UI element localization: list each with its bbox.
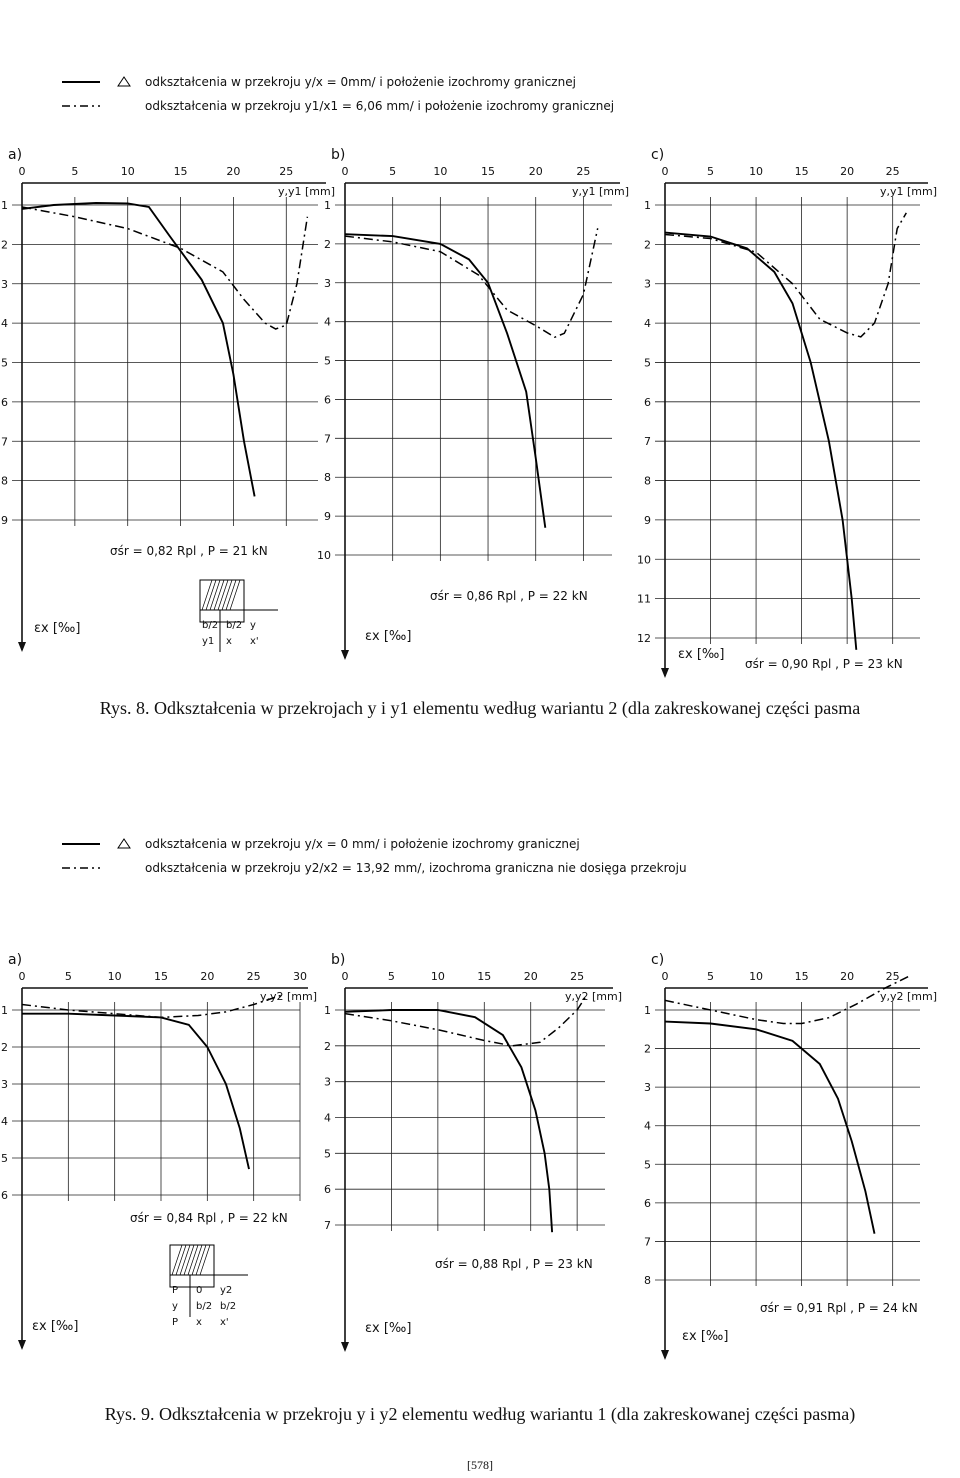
load-annotation: σśr = 0,90 Rpl , P = 23 kN xyxy=(745,657,903,671)
y-tick-label: 6 xyxy=(644,1196,651,1210)
inset-hatch xyxy=(206,580,216,610)
y-tick-label: 7 xyxy=(1,435,8,449)
fig9-caption: Rys. 9. Odkształcenia w przekroju y i y2 elementu według wariantu 1 (dla zakreskowanej części pasma) xyxy=(104,1404,856,1424)
inset-label: x' xyxy=(250,636,259,647)
panel-label: c) xyxy=(651,147,665,163)
inset-label: b/2 xyxy=(220,1301,237,1312)
inset-hatch xyxy=(176,1245,186,1275)
y-tick-label: 5 xyxy=(644,1158,651,1172)
inset-label: b/2 xyxy=(196,1301,213,1312)
y-tick-label: 3 xyxy=(644,1081,651,1095)
inset-label: 0 xyxy=(196,1285,203,1296)
y-tick-label: 6 xyxy=(324,393,331,407)
inset-hatch xyxy=(196,1245,206,1275)
x-axis-title: y,y1 [mm] xyxy=(278,185,336,198)
inset-hatch xyxy=(218,580,228,610)
triangle-icon xyxy=(118,77,130,86)
y-tick-label: 5 xyxy=(324,1147,331,1161)
x-tick-label: 5 xyxy=(707,165,715,178)
x-tick-label: 20 xyxy=(523,970,538,983)
x-tick-label: 10 xyxy=(749,165,764,178)
y-tick-label: 2 xyxy=(644,1042,651,1056)
x-tick-label: 0 xyxy=(18,165,26,178)
inset-hatch xyxy=(172,1245,182,1275)
y-tick-label: 1 xyxy=(324,199,331,212)
x-tick-label: 5 xyxy=(387,970,395,983)
y-axis-title: εx [‰] xyxy=(678,647,725,662)
fig8-legend xyxy=(62,75,614,113)
inset-hatch xyxy=(230,580,240,610)
y-tick-label: 1 xyxy=(644,199,651,212)
x-tick-label: 30 xyxy=(293,970,307,983)
x-tick-label: 20 xyxy=(840,165,855,178)
panel-label: b) xyxy=(331,147,346,163)
series-dashdot xyxy=(665,213,906,337)
x-tick-label: 10 xyxy=(120,165,135,178)
y-axis-arrow xyxy=(18,1340,26,1350)
x-axis-title: y,y1 [mm] xyxy=(880,185,938,198)
load-annotation: σśr = 0,86 Rpl , P = 22 kN xyxy=(430,589,588,603)
inset-hatch xyxy=(214,580,224,610)
x-tick-label: 15 xyxy=(794,970,809,983)
x-tick-label: 10 xyxy=(749,970,764,983)
x-tick-label: 5 xyxy=(71,165,79,178)
panel-fig8-c xyxy=(637,147,937,678)
y-tick-label: 4 xyxy=(1,1115,8,1128)
x-tick-label: 0 xyxy=(661,165,669,178)
y-axis-arrow xyxy=(18,642,26,652)
series-dashdot xyxy=(665,975,911,1023)
x-tick-label: 15 xyxy=(481,165,496,178)
y-tick-label: 2 xyxy=(1,1041,8,1054)
y-tick-label: 8 xyxy=(644,1274,651,1287)
y-axis-arrow xyxy=(341,650,349,660)
inset-label: y xyxy=(172,1301,178,1312)
y-tick-label: 4 xyxy=(1,317,8,331)
x-axis-title: y,y2 [mm] xyxy=(565,990,623,1003)
y-tick-label: 6 xyxy=(324,1183,331,1197)
y-tick-label: 5 xyxy=(644,356,651,370)
y-axis-title: εx [‰] xyxy=(365,1321,412,1336)
inset-hatch xyxy=(202,580,212,610)
inset-hatch xyxy=(210,580,220,610)
x-tick-label: 25 xyxy=(885,970,900,983)
y-tick-label: 9 xyxy=(324,510,331,524)
y-tick-label: 3 xyxy=(324,1075,331,1089)
y-tick-label: 3 xyxy=(324,276,331,290)
y-tick-label: 10 xyxy=(317,549,331,562)
panel-label: a) xyxy=(8,147,23,163)
x-tick-label: 0 xyxy=(341,165,349,178)
x-tick-label: 25 xyxy=(246,970,261,983)
y-axis-title: εx [‰] xyxy=(32,1319,79,1334)
y-tick-label: 10 xyxy=(637,553,651,567)
y-tick-label: 3 xyxy=(1,277,8,291)
load-annotation: σśr = 0,91 Rpl , P = 24 kN xyxy=(760,1301,918,1315)
inset-label: y2 xyxy=(220,1285,233,1296)
x-tick-label: 5 xyxy=(707,970,715,983)
y-tick-label: 8 xyxy=(644,474,651,488)
y-tick-label: 4 xyxy=(644,317,651,331)
y-tick-label: 5 xyxy=(324,354,331,368)
page-number: [578] xyxy=(467,1458,493,1472)
x-tick-label: 15 xyxy=(173,165,188,178)
legend-dashdot-label: odkształcenia w przekroju y2/x2 = 13,92 mm/, izochroma graniczna nie dosięga przekroju xyxy=(145,861,687,875)
panel-label: b) xyxy=(331,952,346,968)
x-axis-title: y,y2 [mm] xyxy=(880,990,938,1003)
inset-hatch xyxy=(188,1245,198,1275)
x-tick-label: 20 xyxy=(840,970,855,983)
load-annotation: σśr = 0,84 Rpl , P = 22 kN xyxy=(130,1211,288,1225)
y-tick-label: 4 xyxy=(324,1111,331,1125)
x-tick-label: 20 xyxy=(226,165,241,178)
y-tick-label: 1 xyxy=(1,1004,8,1017)
x-tick-label: 15 xyxy=(794,165,809,178)
inset-label: y xyxy=(250,620,256,631)
load-annotation: σśr = 0,82 Rpl , P = 21 kN xyxy=(110,544,268,558)
y-tick-label: 6 xyxy=(1,395,8,409)
y-tick-label: 1 xyxy=(644,1004,651,1017)
y-tick-label: 2 xyxy=(324,1039,331,1053)
series-solid xyxy=(345,1010,552,1232)
inset-hatch xyxy=(222,580,232,610)
y-tick-label: 2 xyxy=(1,238,8,252)
y-tick-label: 2 xyxy=(324,237,331,251)
inset-label: b/2 xyxy=(226,620,243,631)
panel-fig9-b xyxy=(324,952,622,1352)
inset-label: x xyxy=(226,636,232,647)
inset-label: P xyxy=(172,1317,179,1328)
fig9-inset xyxy=(170,1245,248,1328)
x-tick-label: 20 xyxy=(528,165,543,178)
inset-hatch xyxy=(184,1245,194,1275)
y-axis-arrow xyxy=(661,668,669,678)
y-tick-label: 1 xyxy=(1,199,8,212)
x-tick-label: 0 xyxy=(18,970,26,983)
panel-fig9-a xyxy=(1,952,317,1350)
panel-label: a) xyxy=(8,952,23,968)
y-tick-label: 7 xyxy=(644,1235,651,1249)
inset-hatch xyxy=(200,1245,210,1275)
panel-label: c) xyxy=(651,952,665,968)
x-tick-label: 0 xyxy=(661,970,669,983)
y-tick-label: 6 xyxy=(1,1189,8,1202)
fig8-inset xyxy=(200,580,278,652)
fig9-legend xyxy=(62,837,687,875)
y-tick-label: 2 xyxy=(644,238,651,252)
y-tick-label: 7 xyxy=(324,1219,331,1232)
series-dashdot xyxy=(22,207,307,329)
x-tick-label: 0 xyxy=(341,970,349,983)
y-tick-label: 4 xyxy=(324,315,331,329)
y-tick-label: 1 xyxy=(324,1004,331,1017)
y-axis-title: εx [‰] xyxy=(682,1329,729,1344)
fig8-caption: Rys. 8. Odkształcenia w przekrojach y i y1 elementu według wariantu 2 (dla zakreskowanej części pasma xyxy=(99,698,861,718)
x-tick-label: 10 xyxy=(433,165,448,178)
y-tick-label: 8 xyxy=(1,474,8,488)
y-tick-label: 9 xyxy=(1,514,8,527)
x-tick-label: 5 xyxy=(389,165,397,178)
y-axis-arrow xyxy=(341,1342,349,1352)
y-tick-label: 11 xyxy=(637,592,651,606)
y-tick-label: 3 xyxy=(644,277,651,291)
x-tick-label: 20 xyxy=(200,970,215,983)
y-tick-label: 7 xyxy=(644,435,651,449)
y-tick-label: 9 xyxy=(644,513,651,527)
inset-label: y1 xyxy=(202,636,215,647)
series-solid xyxy=(22,1014,249,1169)
inset-label: P xyxy=(172,1285,179,1296)
y-tick-label: 5 xyxy=(1,356,8,370)
inset-label: x' xyxy=(220,1317,229,1328)
inset-label: x xyxy=(196,1317,202,1328)
x-axis-title: y,y2 [mm] xyxy=(260,990,318,1003)
x-tick-label: 5 xyxy=(64,970,72,983)
y-tick-label: 6 xyxy=(644,395,651,409)
inset-hatch xyxy=(226,580,236,610)
y-tick-label: 5 xyxy=(1,1152,8,1165)
inset-hatch xyxy=(180,1245,190,1275)
y-tick-label: 4 xyxy=(644,1119,651,1133)
y-tick-label: 7 xyxy=(324,432,331,446)
x-tick-label: 25 xyxy=(570,970,585,983)
legend-dashdot-label: odkształcenia w przekroju y1/x1 = 6,06 mm/ i położenie izochromy granicznej xyxy=(145,99,615,113)
x-tick-label: 15 xyxy=(477,970,492,983)
y-tick-label: 8 xyxy=(324,471,331,485)
x-axis-title: y,y1 [mm] xyxy=(572,185,630,198)
series-solid xyxy=(22,203,255,496)
x-tick-label: 25 xyxy=(885,165,900,178)
triangle-icon xyxy=(118,839,130,848)
load-annotation: σśr = 0,88 Rpl , P = 23 kN xyxy=(435,1257,593,1271)
series-solid xyxy=(665,1022,875,1234)
inset-label: b/2 xyxy=(202,620,219,631)
y-tick-label: 12 xyxy=(637,632,651,645)
legend-solid-label: odkształcenia w przekroju y/x = 0mm/ i położenie izochromy granicznej xyxy=(145,75,576,89)
inset-hatch xyxy=(192,1245,202,1275)
panel-fig9-c xyxy=(644,952,937,1360)
series-solid xyxy=(345,234,545,528)
y-axis-title: εx [‰] xyxy=(34,621,81,636)
x-tick-label: 10 xyxy=(107,970,122,983)
x-tick-label: 15 xyxy=(154,970,168,983)
series-dashdot xyxy=(345,996,586,1046)
y-tick-label: 3 xyxy=(1,1078,8,1091)
panel-fig8-a xyxy=(1,147,335,652)
panel-fig8-b xyxy=(317,147,629,660)
y-axis-arrow xyxy=(661,1350,669,1360)
x-tick-label: 10 xyxy=(430,970,445,983)
x-tick-label: 25 xyxy=(576,165,591,178)
legend-solid-label: odkształcenia w przekroju y/x = 0 mm/ i położenie izochromy granicznej xyxy=(145,837,580,851)
x-tick-label: 25 xyxy=(279,165,294,178)
y-axis-title: εx [‰] xyxy=(365,629,412,644)
